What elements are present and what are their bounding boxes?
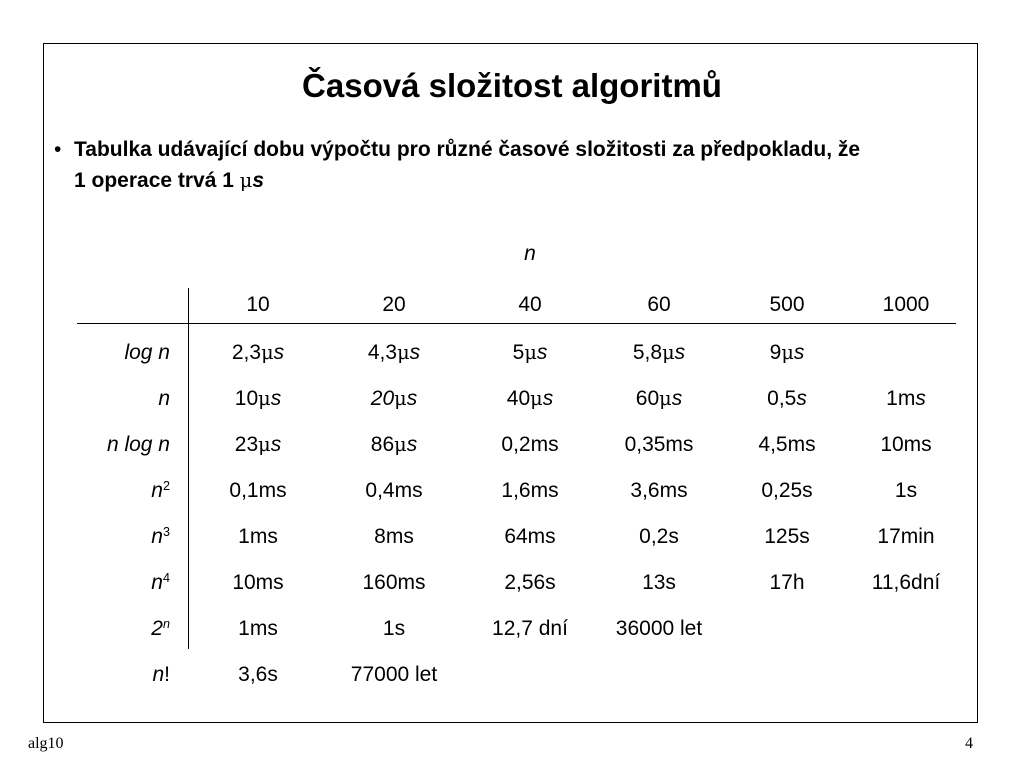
table-cell: 64ms: [504, 525, 556, 548]
table-cell: 0,4ms: [365, 479, 423, 502]
table-cell: 2,3μs: [231, 341, 285, 364]
page-number: 4: [965, 735, 973, 752]
table-cell: 13s: [642, 571, 676, 594]
column-header: 20: [382, 293, 406, 316]
table-cell: 0,5s: [767, 387, 807, 410]
table-cell: 17h: [769, 571, 805, 594]
table-vertical-divider: [188, 288, 189, 649]
table-cell: 23μs: [234, 433, 282, 456]
table-cell: 10μs: [234, 387, 282, 410]
row-label: n log n: [106, 433, 170, 456]
table-cell: 1s: [382, 617, 406, 640]
row-label: $n^2$: [151, 479, 170, 502]
table-cell: 3,6ms: [630, 479, 688, 502]
row-label: $n^4$: [151, 571, 170, 594]
table-cell: 4,5ms: [758, 433, 816, 456]
table-cell: 77000 let: [350, 663, 438, 686]
table-cell: 0,35ms: [624, 433, 694, 456]
column-header: 60: [647, 293, 671, 316]
table-cell: 3,6s: [238, 663, 278, 686]
table-cell: 1ms: [238, 617, 278, 640]
table-cell: 0,1ms: [229, 479, 287, 502]
table-cell: 1,6ms: [501, 479, 559, 502]
table-cell: 10ms: [880, 433, 932, 456]
table-cell: 1s: [894, 479, 918, 502]
table-cell: 17min: [877, 525, 935, 548]
table-horizontal-divider: [77, 323, 956, 324]
table-cell: 125s: [764, 525, 810, 548]
table-cell: 12,7 dní: [492, 617, 568, 640]
row-label: n: [158, 387, 170, 410]
table-cell: 8ms: [374, 525, 414, 548]
table-cell: 36000 let: [615, 617, 703, 640]
table-cell: 5,8μs: [632, 341, 686, 364]
table-cell: 40μs: [506, 387, 554, 410]
column-header: 40: [518, 293, 542, 316]
table-cell: 86μs: [370, 433, 418, 456]
n-axis-label: n: [524, 242, 536, 265]
table-cell: 0,2s: [639, 525, 679, 548]
row-label: log n: [124, 341, 170, 364]
row-label: 2$^n$: [151, 617, 170, 640]
table-cell: 11,6dní: [871, 571, 941, 594]
table-cell: 1ms: [886, 387, 926, 410]
bullet-marker: •: [54, 138, 62, 161]
footer-label: alg10: [28, 735, 64, 752]
bullet-text: Tabulka udávající dobu výpočtu pro různé časové složitosti za předpokladu, že 1 operace trvá 1 μs: [74, 138, 861, 192]
column-header: 10: [246, 293, 270, 316]
table-cell: 160ms: [362, 571, 426, 594]
table-cell: 0,2ms: [501, 433, 559, 456]
table-cell: 5μs: [512, 341, 548, 364]
table-cell: 20μs: [370, 387, 418, 410]
table-cell: 4,3μs: [367, 341, 421, 364]
column-header: 500: [769, 293, 805, 316]
row-label: $n^3$: [151, 525, 170, 548]
column-header: 1000: [882, 293, 930, 316]
table-cell: 60μs: [635, 387, 683, 410]
table-cell: 1ms: [238, 525, 278, 548]
table-cell: 10ms: [232, 571, 284, 594]
table-cell: 9μs: [769, 341, 805, 364]
table-cell: 0,25s: [761, 479, 813, 502]
table-cell: 2,56s: [504, 571, 556, 594]
slide-title: Časová složitost algoritmů: [302, 67, 722, 104]
row-label: n!: [152, 663, 170, 686]
